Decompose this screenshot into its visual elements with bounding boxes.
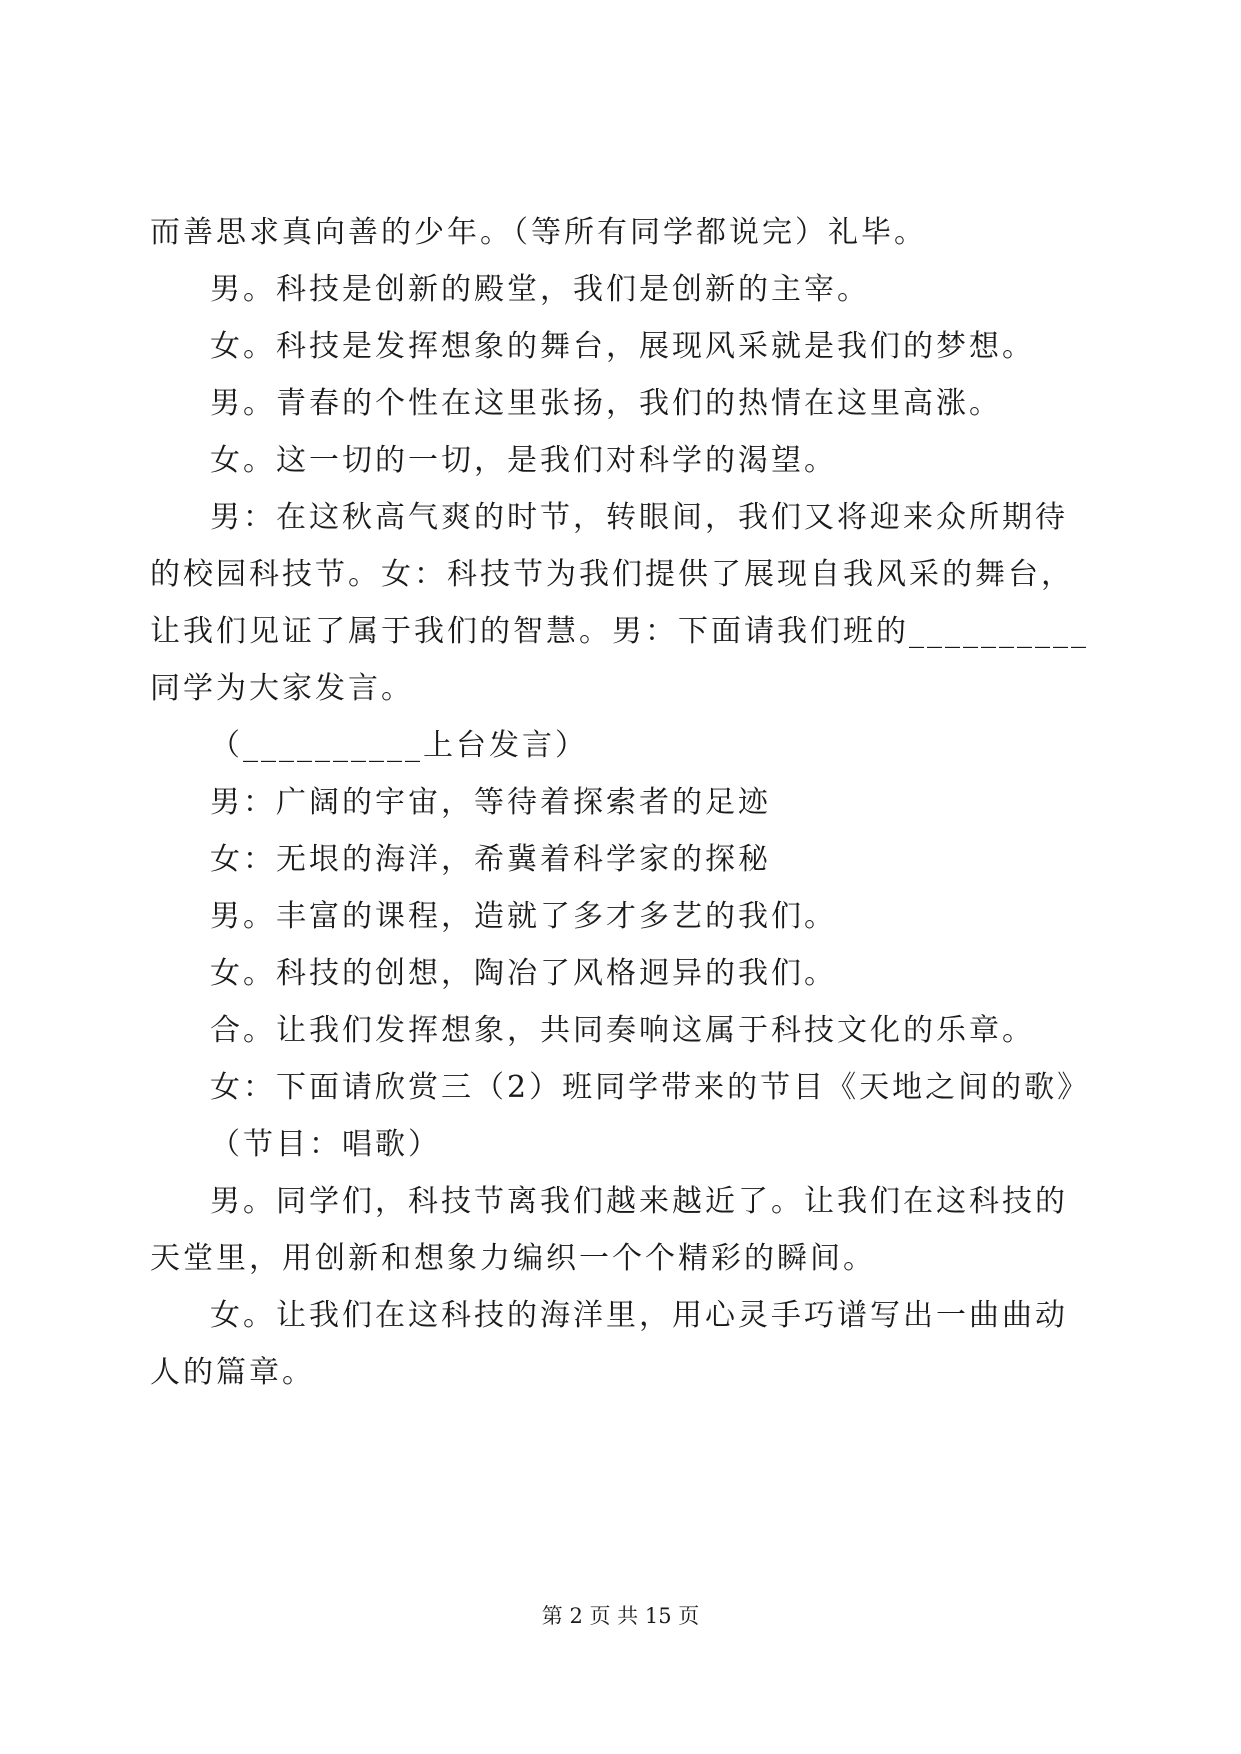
text-line-7: 的校园科技节。女：科技节为我们提供了展现自我风采的舞台，	[150, 557, 1074, 592]
text-line-21: 人的篇章。	[150, 1355, 315, 1390]
text-line-10: （__________上台发言）	[210, 728, 588, 763]
text-line-4: 男。青春的个性在这里张扬，我们的热情在这里高涨。	[210, 386, 1002, 421]
text-line-16: 女：下面请欣赏三（2）班同学带来的节目《天地之间的歌》	[210, 1070, 1091, 1105]
text-line-14: 女。科技的创想，陶冶了风格迥异的我们。	[210, 956, 837, 991]
text-line-20: 女。让我们在这科技的海洋里，用心灵手巧谱写出一曲曲动	[210, 1298, 1068, 1333]
text-line-12: 女：无垠的海洋，希冀着科学家的探秘	[210, 842, 771, 877]
text-line-1: 而善思求真向善的少年。（等所有同学都说完）礼毕。	[150, 215, 927, 250]
text-line-15: 合。让我们发挥想象，共同奏响这属于科技文化的乐章。	[210, 1013, 1035, 1048]
text-line-8: 让我们见证了属于我们的智慧。男：下面请我们班的__________	[150, 614, 1089, 649]
text-line-11: 男：广阔的宇宙，等待着探索者的足迹	[210, 785, 771, 820]
text-line-6: 男：在这秋高气爽的时节，转眼间，我们又将迎来众所期待	[210, 500, 1068, 535]
text-line-19: 天堂里，用创新和想象力编织一个个精彩的瞬间。	[150, 1241, 876, 1276]
text-line-5: 女。这一切的一切，是我们对科学的渴望。	[210, 443, 837, 478]
text-line-18: 男。同学们，科技节离我们越来越近了。让我们在这科技的	[210, 1184, 1068, 1219]
text-line-13: 男。丰富的课程，造就了多才多艺的我们。	[210, 899, 837, 934]
text-line-9: 同学为大家发言。	[150, 671, 414, 706]
page-footer: 第 2 页 共 15 页	[541, 1604, 700, 1628]
text-line-2: 男。科技是创新的殿堂，我们是创新的主宰。	[210, 272, 870, 307]
text-line-17: （节目：唱歌）	[210, 1127, 441, 1162]
text-line-3: 女。科技是发挥想象的舞台，展现风采就是我们的梦想。	[210, 329, 1035, 364]
